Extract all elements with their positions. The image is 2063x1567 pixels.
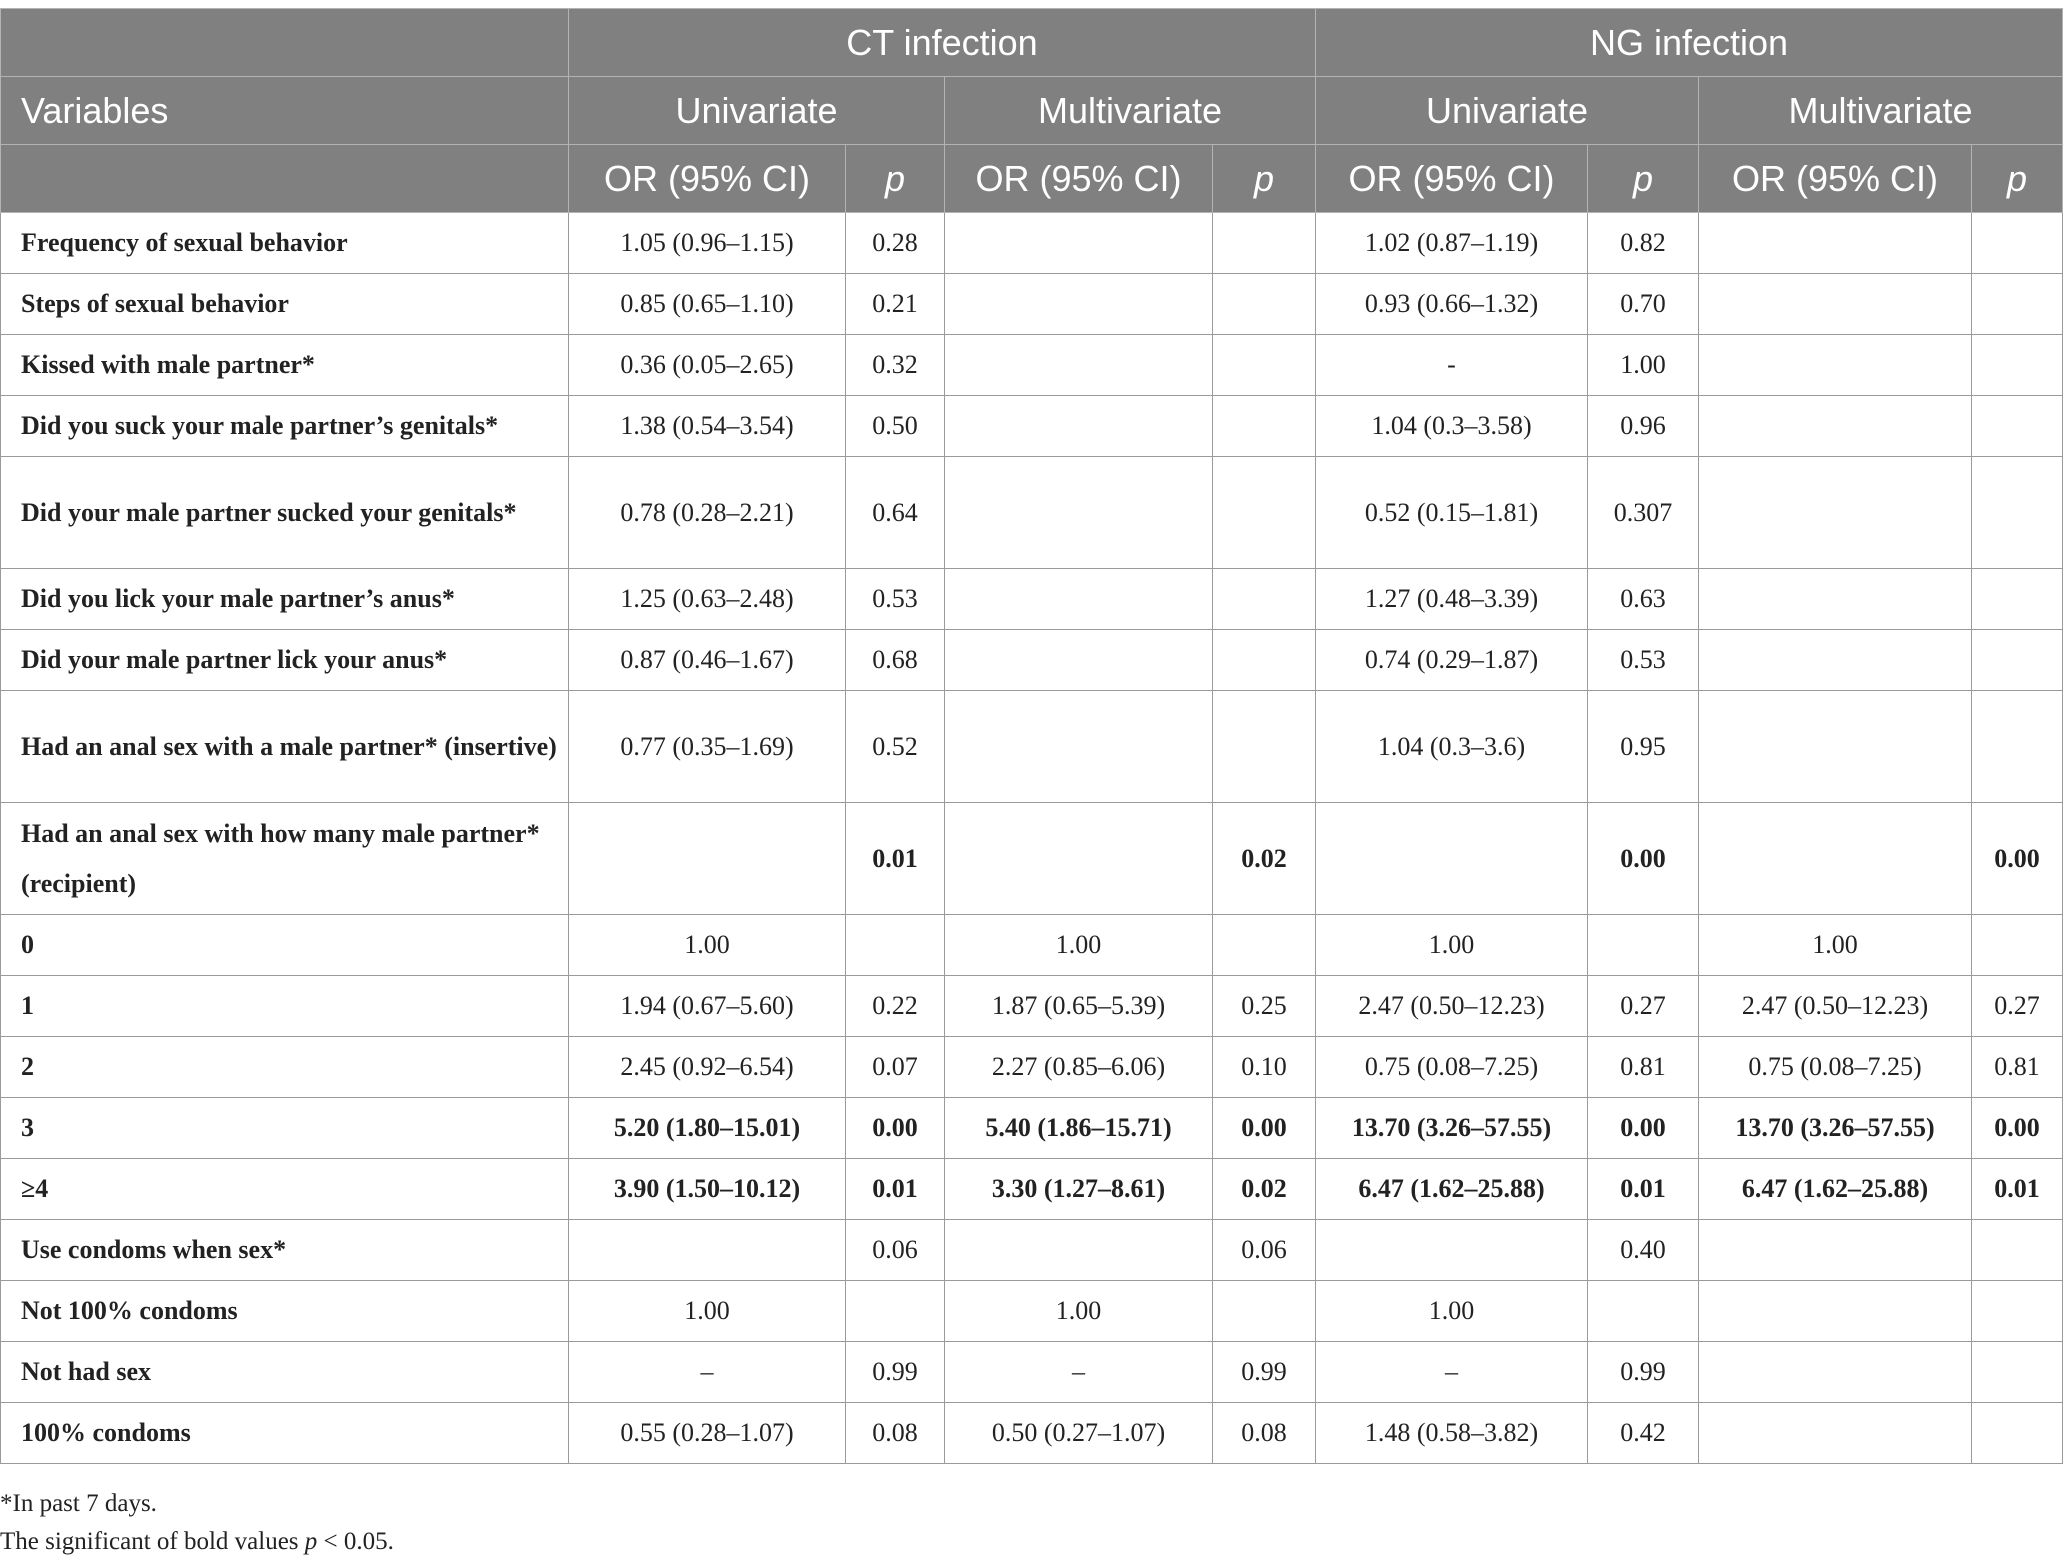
cell-ng-u-p: 0.27 xyxy=(1588,976,1699,1037)
header-or: OR (95% CI) xyxy=(1699,145,1972,213)
header-p: p xyxy=(846,145,945,213)
cell-ng-u-or: 0.75 (0.08–7.25) xyxy=(1316,1037,1588,1098)
cell-ct-u-p: 0.99 xyxy=(846,1342,945,1403)
cell-ct-m-p: 0.25 xyxy=(1213,976,1316,1037)
cell-ng-u-or: 0.52 (0.15–1.81) xyxy=(1316,457,1588,569)
footnote-significance-prefix: The significant of bold values xyxy=(0,1528,305,1555)
cell-ng-m-p xyxy=(1972,396,2063,457)
cell-ng-m-or xyxy=(1699,803,1972,915)
cell-ct-m-p: 0.06 xyxy=(1213,1220,1316,1281)
cell-ng-m-p xyxy=(1972,630,2063,691)
cell-ct-u-or: 0.87 (0.46–1.67) xyxy=(569,630,846,691)
table-row xyxy=(1,396,2063,457)
cell-ct-u-or: 1.00 xyxy=(569,915,846,976)
table-row xyxy=(1,915,2063,976)
cell-ng-m-p xyxy=(1972,915,2063,976)
table-row xyxy=(1,1098,2063,1159)
cell-ct-m-p: 0.08 xyxy=(1213,1403,1316,1464)
cell-ct-m-or xyxy=(945,457,1213,569)
table-row xyxy=(1,1159,2063,1220)
cell-ng-m-or xyxy=(1699,213,1972,274)
cell-ct-u-or: 1.00 xyxy=(569,1281,846,1342)
cell-ct-u-p: 0.50 xyxy=(846,396,945,457)
table-body xyxy=(1,213,2063,1464)
cell-ct-u-or: 0.55 (0.28–1.07) xyxy=(569,1403,846,1464)
cell-ng-u-p xyxy=(1588,1281,1699,1342)
cell-ct-u-p: 0.01 xyxy=(846,803,945,915)
cell-ct-m-or: – xyxy=(945,1342,1213,1403)
cell-ct-m-p xyxy=(1213,335,1316,396)
cell-ct-m-or xyxy=(945,213,1213,274)
table-row xyxy=(1,691,2063,803)
header-p: p xyxy=(1213,145,1316,213)
row-label: Did your male partner sucked your genitals* xyxy=(1,457,569,569)
cell-ct-m-or: 0.50 (0.27–1.07) xyxy=(945,1403,1213,1464)
footnote-past-7-days: *In past 7 days. xyxy=(0,1490,157,1517)
row-label: Not 100% condoms xyxy=(1,1281,569,1342)
cell-ct-m-or xyxy=(945,335,1213,396)
cell-ct-m-p xyxy=(1213,396,1316,457)
row-label: 100% condoms xyxy=(1,1403,569,1464)
cell-ng-u-or: 0.74 (0.29–1.87) xyxy=(1316,630,1588,691)
cell-ct-m-p xyxy=(1213,630,1316,691)
cell-ct-m-or xyxy=(945,630,1213,691)
header-empty-cell xyxy=(1,9,569,77)
cell-ct-u-p: 0.68 xyxy=(846,630,945,691)
cell-ng-u-or: 1.00 xyxy=(1316,915,1588,976)
row-label: Use condoms when sex* xyxy=(1,1220,569,1281)
cell-ng-m-p: 0.81 xyxy=(1972,1037,2063,1098)
row-label: Had an anal sex with how many male partner* (recipient) xyxy=(1,803,569,915)
row-label: 2 xyxy=(1,1037,569,1098)
cell-ng-m-p xyxy=(1972,1342,2063,1403)
cell-ct-u-p: 0.53 xyxy=(846,569,945,630)
header-ng-univariate: Univariate xyxy=(1316,77,1699,145)
table-row xyxy=(1,213,2063,274)
cell-ng-m-or xyxy=(1699,1403,1972,1464)
cell-ct-m-or xyxy=(945,569,1213,630)
cell-ct-u-or: 1.05 (0.96–1.15) xyxy=(569,213,846,274)
table-row xyxy=(1,976,2063,1037)
cell-ct-m-or: 1.00 xyxy=(945,915,1213,976)
table-row xyxy=(1,569,2063,630)
cell-ct-u-p: 0.21 xyxy=(846,274,945,335)
cell-ct-m-or: 1.87 (0.65–5.39) xyxy=(945,976,1213,1037)
cell-ng-m-p xyxy=(1972,1220,2063,1281)
cell-ct-m-p xyxy=(1213,1281,1316,1342)
cell-ct-u-p: 0.64 xyxy=(846,457,945,569)
cell-ct-u-p: 0.28 xyxy=(846,213,945,274)
footnote-significance-suffix: < 0.05. xyxy=(317,1528,394,1555)
cell-ct-u-or: 0.85 (0.65–1.10) xyxy=(569,274,846,335)
cell-ct-m-p xyxy=(1213,213,1316,274)
footnote-p-symbol: p xyxy=(304,1528,318,1555)
table-row xyxy=(1,1037,2063,1098)
table-row xyxy=(1,1342,2063,1403)
cell-ng-u-p: 0.63 xyxy=(1588,569,1699,630)
cell-ct-m-p xyxy=(1213,915,1316,976)
cell-ct-u-or: 5.20 (1.80–15.01) xyxy=(569,1098,846,1159)
cell-ng-m-p xyxy=(1972,274,2063,335)
cell-ng-m-p xyxy=(1972,335,2063,396)
cell-ng-m-p: 0.00 xyxy=(1972,803,2063,915)
footnotes xyxy=(0,1485,394,1561)
row-label: Frequency of sexual behavior xyxy=(1,213,569,274)
cell-ng-m-or: 6.47 (1.62–25.88) xyxy=(1699,1159,1972,1220)
cell-ct-u-p: 0.08 xyxy=(846,1403,945,1464)
cell-ct-u-p xyxy=(846,915,945,976)
cell-ct-m-or xyxy=(945,691,1213,803)
cell-ng-u-or: 1.48 (0.58–3.82) xyxy=(1316,1403,1588,1464)
table-row xyxy=(1,335,2063,396)
cell-ng-u-or: 2.47 (0.50–12.23) xyxy=(1316,976,1588,1037)
cell-ng-u-p: 1.00 xyxy=(1588,335,1699,396)
cell-ng-u-p: 0.96 xyxy=(1588,396,1699,457)
cell-ct-u-p xyxy=(846,1281,945,1342)
cell-ct-u-or: 1.94 (0.67–5.60) xyxy=(569,976,846,1037)
table-row xyxy=(1,803,2063,915)
cell-ct-m-p: 0.99 xyxy=(1213,1342,1316,1403)
cell-ct-m-or xyxy=(945,1220,1213,1281)
cell-ng-u-p: 0.99 xyxy=(1588,1342,1699,1403)
header-ct-multivariate: Multivariate xyxy=(945,77,1316,145)
header-ng-multivariate: Multivariate xyxy=(1699,77,2063,145)
header-ct-infection: CT infection xyxy=(569,9,1316,77)
cell-ct-u-or xyxy=(569,1220,846,1281)
cell-ct-m-or xyxy=(945,396,1213,457)
cell-ct-u-p: 0.06 xyxy=(846,1220,945,1281)
cell-ng-m-p xyxy=(1972,1281,2063,1342)
row-label: ≥4 xyxy=(1,1159,569,1220)
header-empty-cell xyxy=(1,145,569,213)
cell-ct-m-p xyxy=(1213,569,1316,630)
table-row xyxy=(1,630,2063,691)
table-row xyxy=(1,1403,2063,1464)
cell-ct-u-p: 0.01 xyxy=(846,1159,945,1220)
cell-ct-m-p: 0.02 xyxy=(1213,1159,1316,1220)
row-label: Did your male partner lick your anus* xyxy=(1,630,569,691)
cell-ct-m-or: 2.27 (0.85–6.06) xyxy=(945,1037,1213,1098)
cell-ct-m-or: 1.00 xyxy=(945,1281,1213,1342)
header-or: OR (95% CI) xyxy=(569,145,846,213)
cell-ct-u-or: 2.45 (0.92–6.54) xyxy=(569,1037,846,1098)
cell-ct-u-or: 0.36 (0.05–2.65) xyxy=(569,335,846,396)
header-p: p xyxy=(1588,145,1699,213)
cell-ng-u-p: 0.95 xyxy=(1588,691,1699,803)
cell-ct-u-or: 1.38 (0.54–3.54) xyxy=(569,396,846,457)
cell-ct-m-p: 0.10 xyxy=(1213,1037,1316,1098)
cell-ct-u-p: 0.00 xyxy=(846,1098,945,1159)
cell-ng-u-or: 1.04 (0.3–3.6) xyxy=(1316,691,1588,803)
cell-ng-m-p xyxy=(1972,691,2063,803)
cell-ng-m-p xyxy=(1972,569,2063,630)
cell-ng-u-p: 0.307 xyxy=(1588,457,1699,569)
table-row xyxy=(1,274,2063,335)
cell-ng-u-or: 1.04 (0.3–3.58) xyxy=(1316,396,1588,457)
cell-ng-u-p: 0.01 xyxy=(1588,1159,1699,1220)
cell-ng-m-or xyxy=(1699,569,1972,630)
cell-ng-m-p: 0.01 xyxy=(1972,1159,2063,1220)
cell-ng-u-or: 13.70 (3.26–57.55) xyxy=(1316,1098,1588,1159)
cell-ct-m-p xyxy=(1213,691,1316,803)
cell-ng-m-p xyxy=(1972,1403,2063,1464)
cell-ct-u-or xyxy=(569,803,846,915)
cell-ct-m-p: 0.00 xyxy=(1213,1098,1316,1159)
row-label: Had an anal sex with a male partner* (insertive) xyxy=(1,691,569,803)
cell-ct-u-or: – xyxy=(569,1342,846,1403)
row-label: 1 xyxy=(1,976,569,1037)
cell-ng-m-or: 13.70 (3.26–57.55) xyxy=(1699,1098,1972,1159)
cell-ng-u-or: 0.93 (0.66–1.32) xyxy=(1316,274,1588,335)
header-variables: Variables xyxy=(1,77,569,145)
cell-ng-u-or xyxy=(1316,1220,1588,1281)
cell-ng-u-p: 0.00 xyxy=(1588,803,1699,915)
cell-ng-u-p: 0.00 xyxy=(1588,1098,1699,1159)
cell-ct-u-p: 0.52 xyxy=(846,691,945,803)
header-or: OR (95% CI) xyxy=(1316,145,1588,213)
cell-ct-u-or: 0.77 (0.35–1.69) xyxy=(569,691,846,803)
cell-ng-u-or: – xyxy=(1316,1342,1588,1403)
cell-ct-m-p xyxy=(1213,457,1316,569)
cell-ct-m-or: 3.30 (1.27–8.61) xyxy=(945,1159,1213,1220)
cell-ct-u-p: 0.32 xyxy=(846,335,945,396)
cell-ng-m-or xyxy=(1699,274,1972,335)
row-label: Steps of sexual behavior xyxy=(1,274,569,335)
header-or: OR (95% CI) xyxy=(945,145,1213,213)
cell-ng-m-or xyxy=(1699,457,1972,569)
cell-ng-u-p xyxy=(1588,915,1699,976)
cell-ng-m-or: 1.00 xyxy=(1699,915,1972,976)
cell-ct-u-or: 3.90 (1.50–10.12) xyxy=(569,1159,846,1220)
row-label: 0 xyxy=(1,915,569,976)
row-label: Not had sex xyxy=(1,1342,569,1403)
cell-ng-m-or: 0.75 (0.08–7.25) xyxy=(1699,1037,1972,1098)
cell-ct-m-p xyxy=(1213,274,1316,335)
cell-ng-m-or: 2.47 (0.50–12.23) xyxy=(1699,976,1972,1037)
cell-ct-u-or: 0.78 (0.28–2.21) xyxy=(569,457,846,569)
cell-ct-u-p: 0.22 xyxy=(846,976,945,1037)
cell-ng-u-p: 0.81 xyxy=(1588,1037,1699,1098)
header-ng-infection: NG infection xyxy=(1316,9,2063,77)
cell-ng-u-or: 1.00 xyxy=(1316,1281,1588,1342)
cell-ng-m-or xyxy=(1699,1281,1972,1342)
row-label: Kissed with male partner* xyxy=(1,335,569,396)
cell-ng-u-p: 0.40 xyxy=(1588,1220,1699,1281)
cell-ct-m-p: 0.02 xyxy=(1213,803,1316,915)
cell-ng-m-or xyxy=(1699,1342,1972,1403)
cell-ng-u-p: 0.70 xyxy=(1588,274,1699,335)
cell-ct-m-or xyxy=(945,803,1213,915)
cell-ng-u-or xyxy=(1316,803,1588,915)
cell-ng-u-p: 0.42 xyxy=(1588,1403,1699,1464)
cell-ng-u-p: 0.53 xyxy=(1588,630,1699,691)
cell-ct-u-p: 0.07 xyxy=(846,1037,945,1098)
cell-ng-m-p: 0.00 xyxy=(1972,1098,2063,1159)
cell-ng-m-p xyxy=(1972,213,2063,274)
cell-ng-m-p xyxy=(1972,457,2063,569)
cell-ng-m-or xyxy=(1699,691,1972,803)
cell-ct-m-or xyxy=(945,274,1213,335)
table-row xyxy=(1,1220,2063,1281)
table-row xyxy=(1,1281,2063,1342)
cell-ct-u-or: 1.25 (0.63–2.48) xyxy=(569,569,846,630)
row-label: Did you lick your male partner’s anus* xyxy=(1,569,569,630)
header-ct-univariate: Univariate xyxy=(569,77,945,145)
row-label: Did you suck your male partner’s genitals* xyxy=(1,396,569,457)
row-label: 3 xyxy=(1,1098,569,1159)
footnote-significance xyxy=(0,1523,394,1561)
table-row xyxy=(1,457,2063,569)
cell-ng-m-or xyxy=(1699,1220,1972,1281)
cell-ng-u-or: 6.47 (1.62–25.88) xyxy=(1316,1159,1588,1220)
cell-ng-u-or: 1.27 (0.48–3.39) xyxy=(1316,569,1588,630)
cell-ng-u-p: 0.82 xyxy=(1588,213,1699,274)
cell-ct-m-or: 5.40 (1.86–15.71) xyxy=(945,1098,1213,1159)
cell-ng-m-or xyxy=(1699,630,1972,691)
cell-ng-u-or: - xyxy=(1316,335,1588,396)
cell-ng-m-or xyxy=(1699,396,1972,457)
cell-ng-m-or xyxy=(1699,335,1972,396)
cell-ng-u-or: 1.02 (0.87–1.19) xyxy=(1316,213,1588,274)
results-table xyxy=(0,8,2063,1464)
cell-ng-m-p: 0.27 xyxy=(1972,976,2063,1037)
header-p: p xyxy=(1972,145,2063,213)
